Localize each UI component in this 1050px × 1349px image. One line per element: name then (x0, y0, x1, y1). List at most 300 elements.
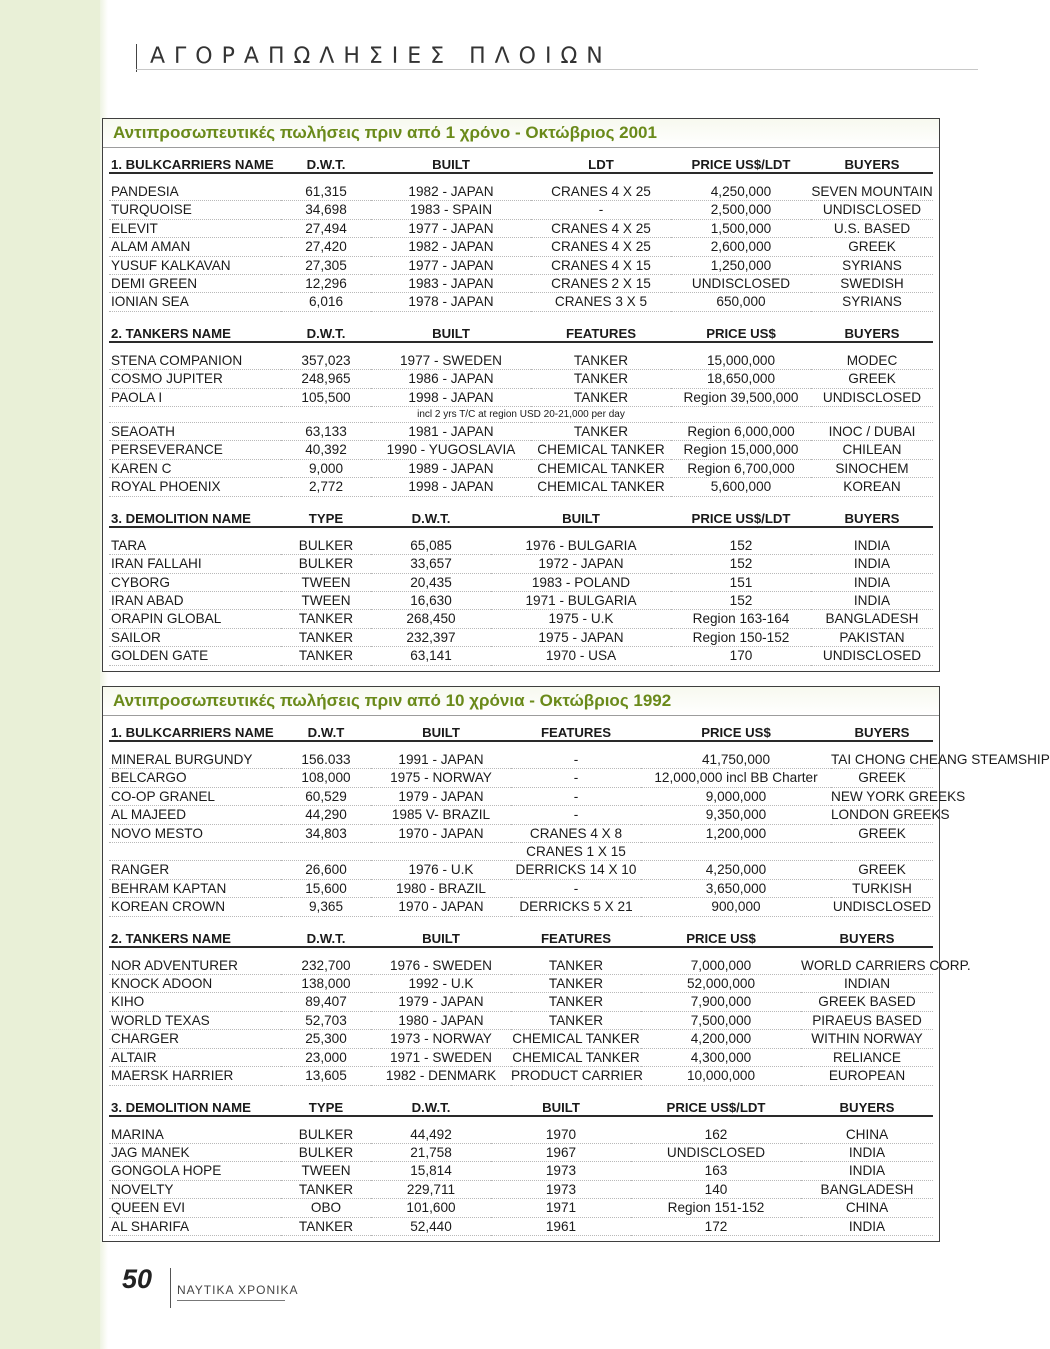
table-cell: CRANES 3 X 5 (531, 293, 671, 311)
table-cell: 9,000,000 (641, 787, 831, 805)
column-header: BUILT (371, 148, 531, 173)
table-cell: 13,605 (281, 1067, 371, 1085)
table-cell: Region 6,000,000 (671, 423, 811, 441)
table-cell: 9,350,000 (641, 806, 831, 824)
table-header-row (109, 922, 933, 947)
table-cell: 9,000 (281, 459, 371, 477)
table-cell: TANKER (531, 423, 671, 441)
column-header: 3. DEMOLITION NAME (109, 502, 281, 527)
table-cell: 105,500 (281, 388, 371, 406)
table-cell: 1971 - BULGARIA (491, 591, 671, 609)
column-header: BUILT (491, 502, 671, 527)
table-cell: 1992 - U.K (371, 975, 511, 993)
table-cell: TANKER (531, 388, 671, 406)
table-row (109, 879, 933, 897)
table-cell: GOLDEN GATE (109, 647, 281, 665)
table-row (109, 201, 933, 219)
page-number: 50 (122, 1264, 153, 1294)
table-cell: TANKER (281, 1180, 371, 1198)
table-cell: 229,711 (371, 1180, 491, 1198)
table-cell: 89,407 (281, 993, 371, 1011)
table-row (109, 1011, 933, 1029)
table-cell: TANKER (281, 647, 371, 665)
table-cell: 1,250,000 (671, 256, 811, 274)
table-cell: NOVELTY (109, 1180, 281, 1198)
table-cell (281, 843, 371, 861)
table-cell: 357,023 (281, 352, 371, 370)
table-cell: 2,600,000 (671, 238, 811, 256)
table-cell: 1970 (491, 1126, 631, 1144)
sales-table (109, 317, 933, 497)
section-tables (103, 716, 1050, 1241)
table-row (109, 843, 933, 861)
table-cell: CHILEAN (811, 441, 933, 459)
table-cell: BEHRAM KAPTAN (109, 879, 281, 897)
table-cell: 4,250,000 (671, 183, 811, 201)
table-cell: PANDESIA (109, 183, 281, 201)
table-cell: DERRICKS 14 X 10 (511, 861, 641, 879)
table-header-row (109, 716, 933, 741)
spacer-cell (109, 1116, 933, 1126)
table-cell: TANKER (511, 993, 641, 1011)
table-cell: IRAN ABAD (109, 591, 281, 609)
table-cell: 1961 (491, 1217, 631, 1235)
spacer-cell (109, 947, 933, 957)
column-header: BUYERS (831, 716, 933, 741)
table-cell: 61,315 (281, 183, 371, 201)
table-cell: 52,000,000 (641, 975, 801, 993)
table-cell: 248,965 (281, 370, 371, 388)
table-cell: TANKER (281, 1217, 371, 1235)
table-cell: MINERAL BURGUNDY (109, 751, 281, 769)
table-row (109, 993, 933, 1011)
table-cell: KAREN C (109, 459, 281, 477)
table-cell: MAERSK HARRIER (109, 1067, 281, 1085)
table-cell: 15,600 (281, 879, 371, 897)
column-header: BUYERS (811, 502, 933, 527)
column-header: 1. BULKCARRIERS NAME (109, 148, 281, 173)
table-cell: OBO (281, 1199, 371, 1217)
table-cell: RELIANCE (801, 1048, 933, 1066)
table-cell: 25,300 (281, 1030, 371, 1048)
table-cell: 156.033 (281, 751, 371, 769)
table-header-row (109, 1091, 933, 1116)
table-cell: UNDISCLOSED (631, 1143, 801, 1161)
table-cell: TWEEN (281, 1162, 371, 1180)
table-cell: GREEK (811, 370, 933, 388)
table-cell: 1982 - JAPAN (371, 238, 531, 256)
table-cell: BULKER (281, 1126, 371, 1144)
table-header-row (109, 317, 933, 342)
table-cell: GREEK (811, 238, 933, 256)
sales-table (109, 502, 933, 666)
table-cell: SEAOATH (109, 423, 281, 441)
table-row (109, 423, 933, 441)
table-cell: TURKISH (831, 879, 933, 897)
table-row (109, 975, 933, 993)
table-cell: 140 (631, 1180, 801, 1198)
table-cell: CHARGER (109, 1030, 281, 1048)
table-cell: CRANES 4 X 15 (531, 256, 671, 274)
table-cell: JAG MANEK (109, 1143, 281, 1161)
table-cell: ALAM AMAN (109, 238, 281, 256)
column-header: D.W.T (281, 716, 371, 741)
table-cell (831, 843, 933, 861)
table-cell: 21,758 (371, 1143, 491, 1161)
table-cell: 163 (631, 1162, 801, 1180)
table-cell: 1973 (491, 1180, 631, 1198)
table-cell: BELCARGO (109, 769, 281, 787)
column-header: TYPE (281, 502, 371, 527)
table-cell: - (511, 879, 641, 897)
table-cell: QUEEN EVI (109, 1199, 281, 1217)
table-cell: 1977 - JAPAN (371, 256, 531, 274)
table-cell: U.S. BASED (811, 219, 933, 237)
table-cell: 1991 - JAPAN (371, 751, 511, 769)
table-cell: TANKER (281, 610, 371, 628)
column-header: D.W.T. (281, 317, 371, 342)
table-cell: 170 (671, 647, 811, 665)
table-cell: 6,016 (281, 293, 371, 311)
table-cell: Region 39,500,000 (671, 388, 811, 406)
table-cell: INDIA (811, 591, 933, 609)
column-header: PRICE US$ (641, 922, 801, 947)
section-title: Αντιπροσωπευτικές πωλήσεις πριν από 10 χρόνια - Οκτώβριος 1992 (103, 687, 939, 716)
table-cell: 26,600 (281, 861, 371, 879)
table-cell: 60,529 (281, 787, 371, 805)
table-cell: TWEEN (281, 591, 371, 609)
table-row (109, 787, 933, 805)
table-cell: 1982 - DENMARK (371, 1067, 511, 1085)
table-cell: TANKER (511, 1011, 641, 1029)
table-cell: UNDISCLOSED (671, 275, 811, 293)
table-cell: PRODUCT CARRIER (511, 1068, 643, 1084)
table-cell: UNDISCLOSED (811, 388, 933, 406)
table-cell: CHEMICAL TANKER (512, 1049, 640, 1065)
table-cell: 41,750,000 (641, 751, 831, 769)
spacer-cell (109, 342, 933, 352)
spacer-cell (109, 173, 933, 183)
table-cell: 2,772 (281, 478, 371, 496)
table-row (109, 1048, 933, 1066)
table-cell: SEVEN MOUNTAIN (811, 184, 933, 199)
table-cell: INDIA (811, 573, 933, 591)
table-cell: BANGLADESH (811, 610, 933, 628)
table-cell: TANKER (511, 957, 641, 975)
table-cell: 1998 - JAPAN (371, 388, 531, 406)
table-row (109, 769, 933, 787)
table-row (109, 751, 933, 769)
table-cell: 1986 - JAPAN (371, 370, 531, 388)
table-cell: 7,000,000 (641, 957, 801, 975)
table-cell: CHEMICAL TANKER (531, 478, 671, 496)
sales-table (109, 922, 971, 1086)
table-cell: TWEEN (281, 573, 371, 591)
table-cell: TURQUOISE (109, 201, 281, 219)
table-cell: CHEMICAL TANKER (531, 459, 671, 477)
table-cell: 33,657 (371, 555, 491, 573)
table-cell: TANKER (511, 975, 641, 993)
table-cell: INDIA (801, 1162, 933, 1180)
table-cell: UNDISCLOSED (811, 201, 933, 219)
table-cell: 15,000,000 (671, 352, 811, 370)
table-cell: 34,698 (281, 201, 371, 219)
table-row (109, 1067, 933, 1085)
table-cell: 1971 - SWEDEN (371, 1048, 511, 1066)
table-cell: - (511, 787, 641, 805)
table-note: incl 2 yrs T/C at region USD 20-21,000 per day (109, 407, 933, 423)
table-row (109, 352, 933, 370)
table-row (109, 861, 933, 879)
table-cell: DEMI GREEN (109, 275, 281, 293)
table-cell: BULKER (281, 555, 371, 573)
table-row (109, 555, 933, 573)
table-cell: PERSEVERANCE (109, 441, 281, 459)
table-row (109, 183, 933, 201)
column-header: BUYERS (801, 922, 933, 947)
table-cell: DERRICKS 5 X 21 (511, 898, 641, 916)
table-cell: CRANES 1 X 15 (511, 843, 641, 861)
table-row (109, 806, 933, 824)
table-cell: GREEK (831, 824, 933, 842)
table-cell: CHEMICAL TANKER (531, 441, 671, 459)
table-cell: 162 (631, 1126, 801, 1144)
table-cell: 900,000 (641, 898, 831, 916)
table-cell: EUROPEAN (801, 1067, 933, 1085)
spacer-row (109, 947, 933, 957)
table-cell: 1975 - JAPAN (491, 628, 671, 646)
table-cell: CRANES 4 X 8 (511, 824, 641, 842)
column-header: FEATURES (511, 716, 641, 741)
table-cell: 1970 - USA (491, 647, 671, 665)
table-cell: 15,814 (371, 1162, 491, 1180)
table-cell: 232,700 (281, 957, 371, 975)
spacer-row (109, 527, 933, 537)
table-cell: WORLD TEXAS (109, 1011, 281, 1029)
table-cell: AL SHARIFA (109, 1217, 281, 1235)
header-rule-mark (136, 44, 137, 72)
column-header: 3. DEMOLITION NAME (109, 1091, 281, 1116)
table-cell: PAOLA I (109, 388, 281, 406)
table-cell: TANKER (531, 352, 671, 370)
table-cell: INOC / DUBAI (811, 423, 933, 441)
spacer-cell (109, 741, 933, 751)
table-cell: ALTAIR (109, 1048, 281, 1066)
column-header: D.W.T. (281, 148, 371, 173)
table-cell: 1973 - NORWAY (371, 1030, 511, 1048)
table-cell: UNDISCLOSED (832, 899, 932, 915)
table-cell: 1981 - JAPAN (371, 423, 531, 441)
table-cell: 27,494 (281, 219, 371, 237)
table-cell: 1976 - SWEDEN (371, 957, 511, 975)
table-cell: SYRIANS (811, 256, 933, 274)
table-cell: 20,435 (371, 573, 491, 591)
column-header: PRICE US$ (641, 716, 831, 741)
table-header-row (109, 148, 933, 173)
table-cell: PIRAEUS BASED (801, 1011, 933, 1029)
table-row (109, 293, 933, 311)
spacer-row (109, 741, 933, 751)
table-cell: 1970 - JAPAN (371, 824, 511, 842)
table-cell: WORLD CARRIERS CORP. (801, 957, 971, 973)
table-cell: 52,703 (281, 1011, 371, 1029)
column-header: LDT (531, 148, 671, 173)
spacer-row (109, 173, 933, 183)
table-cell: 1983 - JAPAN (371, 275, 531, 293)
column-header: TYPE (281, 1091, 371, 1116)
table-cell: 1998 - JAPAN (371, 478, 531, 496)
column-header: BUYERS (801, 1091, 933, 1116)
table-cell: CHINA (801, 1199, 933, 1217)
table-row (109, 1143, 933, 1161)
table-row (109, 957, 933, 975)
table-cell: 1978 - JAPAN (371, 293, 531, 311)
table-row (109, 238, 933, 256)
table-cell: Region 6,700,000 (671, 459, 811, 477)
table-row (109, 1126, 933, 1144)
page-margin-band (0, 0, 100, 1349)
table-cell: 138,000 (281, 975, 371, 993)
table-row (109, 1030, 933, 1048)
table-cell: IRAN FALLAHI (109, 555, 281, 573)
table-cell: MODEC (811, 352, 933, 370)
table-row (109, 898, 933, 916)
table-cell: GONGOLA HOPE (109, 1162, 281, 1180)
table-cell: - (511, 769, 641, 787)
table-cell: 1983 - SPAIN (371, 201, 531, 219)
table-header-row (109, 502, 933, 527)
spacer-row (109, 1116, 933, 1126)
table-cell: 27,420 (281, 238, 371, 256)
table-cell: 44,290 (281, 806, 371, 824)
table-cell: 4,300,000 (641, 1048, 801, 1066)
table-cell: ROYAL PHOENIX (109, 478, 281, 496)
table-row (109, 1162, 933, 1180)
table-cell: 27,305 (281, 256, 371, 274)
table-cell: WITHIN NORWAY (801, 1030, 933, 1048)
table-cell: 151 (671, 573, 811, 591)
table-cell: 1990 - YUGOSLAVIA (371, 441, 531, 459)
table-cell: NOR ADVENTURER (109, 957, 281, 975)
spacer-cell (109, 527, 933, 537)
table-cell: INDIA (801, 1143, 933, 1161)
column-header: PRICE US$ (671, 317, 811, 342)
table-cell: CRANES 2 X 15 (531, 275, 671, 293)
table-cell: CYBORG (109, 573, 281, 591)
column-header: BUYERS (811, 317, 933, 342)
table-cell: INDIA (801, 1217, 933, 1235)
table-cell: - (511, 751, 641, 769)
column-header: D.W.T. (371, 502, 491, 527)
table-cell (371, 843, 511, 861)
table-cell: 1967 (491, 1143, 631, 1161)
table-cell: Region 150-152 (671, 628, 811, 646)
table-cell: NEW YORK GREEKS (831, 788, 966, 804)
column-header: BUILT (371, 922, 511, 947)
table-cell: SWEDISH (811, 275, 933, 293)
table-cell: 152 (671, 591, 811, 609)
table-cell: 1971 (491, 1199, 631, 1217)
table-cell: KOREAN (811, 478, 933, 496)
table-cell: BANGLADESH (801, 1180, 933, 1198)
table-row (109, 388, 933, 406)
table-cell: 52,440 (371, 1217, 491, 1235)
table-cell: LONDON GREEKS (831, 807, 950, 823)
table-cell: 63,133 (281, 423, 371, 441)
table-cell: BULKER (281, 537, 371, 555)
section-tables (103, 148, 939, 671)
table-cell: 4,250,000 (641, 861, 831, 879)
section-1992-sales (102, 686, 1050, 1242)
table-cell: 1,500,000 (671, 219, 811, 237)
table-cell: CO-OP GRANEL (109, 787, 281, 805)
column-header: PRICE US$/LDT (631, 1091, 801, 1116)
column-header: PRICE US$/LDT (671, 502, 811, 527)
table-cell: INDIA (811, 555, 933, 573)
table-cell: 172 (631, 1217, 801, 1235)
table-cell: 1985 V- BRAZIL (371, 806, 511, 824)
table-cell: KNOCK ADOON (109, 975, 281, 993)
table-row (109, 459, 933, 477)
table-row (109, 478, 933, 496)
column-header: FEATURES (511, 922, 641, 947)
magazine-name: ΝΑΥΤΙΚΑ ΧΡΟΝΙΚΑ (177, 1283, 299, 1297)
table-cell: 1983 - POLAND (491, 573, 671, 591)
table-cell: 1972 - JAPAN (491, 555, 671, 573)
table-cell: 1977 - SWEDEN (371, 352, 531, 370)
table-cell: Region 163-164 (671, 610, 811, 628)
table-spacer (103, 1236, 939, 1241)
table-cell: 152 (671, 555, 811, 573)
table-cell: ORAPIN GLOBAL (109, 610, 281, 628)
table-cell: 2,500,000 (671, 201, 811, 219)
column-header: D.W.T. (281, 922, 371, 947)
table-cell: MARINA (109, 1126, 281, 1144)
table-cell: 650,000 (671, 293, 811, 311)
table-cell: 5,600,000 (671, 478, 811, 496)
table-cell: SYRIANS (811, 293, 933, 311)
table-cell: 16,630 (371, 591, 491, 609)
sales-table (109, 148, 933, 312)
table-cell: 34,803 (281, 824, 371, 842)
footer-divider (170, 1268, 171, 1308)
table-cell: TAI CHONG CHEANG STEAMSHIP (831, 752, 1050, 767)
table-cell (641, 843, 831, 861)
table-cell: 40,392 (281, 441, 371, 459)
table-cell: CHINA (801, 1126, 933, 1144)
table-cell: 108,000 (281, 769, 371, 787)
table-cell: 1982 - JAPAN (371, 183, 531, 201)
table-row (109, 591, 933, 609)
table-cell: 63,141 (371, 647, 491, 665)
spacer-row (109, 342, 933, 352)
table-cell: 18,650,000 (671, 370, 811, 388)
table-row (109, 647, 933, 665)
column-header: PRICE US$/LDT (671, 148, 811, 173)
table-cell: 12,000,000 incl BB Charter (641, 769, 831, 787)
column-header: 2. TANKERS NAME (109, 317, 281, 342)
table-cell: NOVO MESTO (109, 824, 281, 842)
table-cell: 10,000,000 (641, 1067, 801, 1085)
table-row (109, 537, 933, 555)
table-cell: 23,000 (281, 1048, 371, 1066)
table-cell: 44,492 (371, 1126, 491, 1144)
table-cell: 4,200,000 (641, 1030, 801, 1048)
column-header: 1. BULKCARRIERS NAME (109, 716, 281, 741)
table-row (109, 610, 933, 628)
table-cell: CRANES 4 X 25 (531, 183, 671, 201)
table-cell (109, 843, 281, 861)
